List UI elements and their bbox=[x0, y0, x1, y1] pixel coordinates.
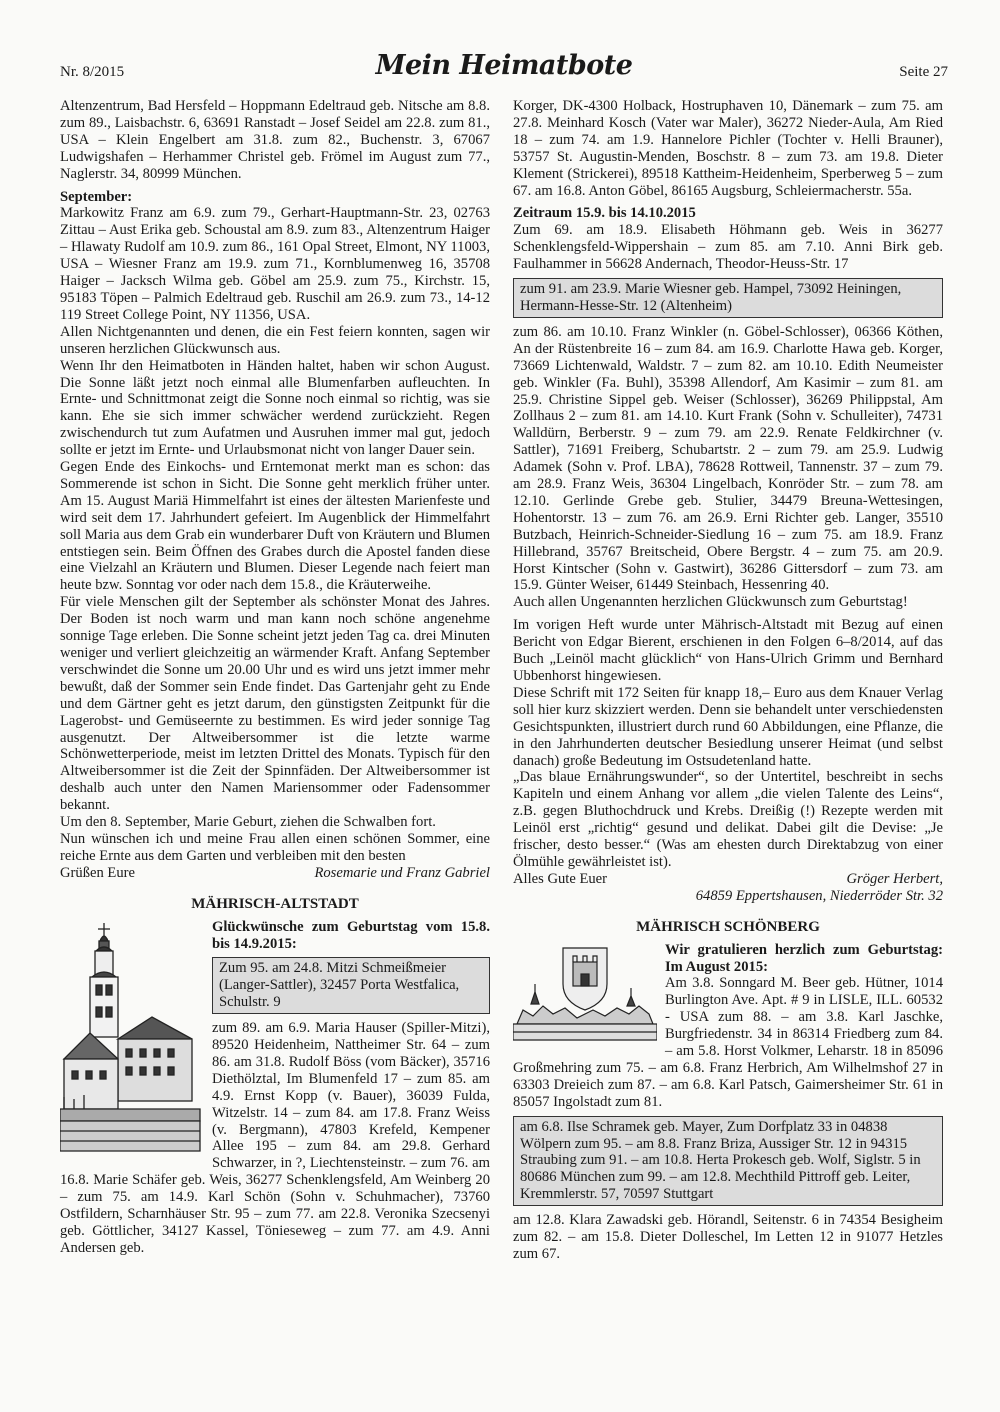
issue-number: Nr. 8/2015 bbox=[60, 64, 125, 80]
signature-name: Gröger Herbert, bbox=[846, 870, 943, 887]
altstadt-intro bbox=[212, 919, 490, 1015]
paragraph: Im vorigen Heft wurde unter Mährisch-Altstadt mit Bezug auf einen Bericht von Edgar Bierent, erschienen in den Folgen 6–8/2014, auf das Buch „Leinöl macht glücklich“ von Hans-Ulrich Grimm und Bernhard Ubbenhorst hingewiesen. bbox=[513, 617, 943, 684]
paragraph: Nun wünschen ich und meine Frau allen einen schönen Sommer, eine reiche Ernte aus dem Garten und verbleiben mit den besten bbox=[60, 830, 490, 864]
signature-address: 64859 Eppertshausen, Niederröder Str. 32 bbox=[695, 887, 943, 904]
page-number: Seite 27 bbox=[899, 64, 948, 80]
masthead-title: Mein Heimatbote bbox=[375, 50, 633, 81]
paragraph: Um den 8. September, Marie Geburt, ziehen die Schwalben fort. bbox=[60, 814, 436, 831]
birthday-list-september: Markowitz Franz am 6.9. zum 79., Gerhart-Hauptmann-Str. 23, 02763 Zittau – Aust Erika geb. Schoustal am 8.9. zum 83., Altenzentrum Haiger – Hlawaty Rudolf am 10.9. zum 86., 161 Opal Street, Elmont, NY 11003, USA – Wiesner Franz am 19.9. zum 71., Kornblumenweg 16, 35708 Haiger – Jacksch Wilma geb. Göbel am 25.9. zum 75., Kirchstr. 15, 95183 Töpen – Palmich Edeltraud geb. Ruschil am 26.9. zum 73., 14-12 119 Street College Point, NY 11356, USA. bbox=[60, 205, 490, 323]
right-column bbox=[513, 98, 943, 1263]
paragraph: Für viele Menschen gilt der September als schönster Monat des Jahres. Der Boden ist noch warm und man kann noch schöne angenehme sonnige Tage erleben. Die Sonne scheint jetzt jeden Tag ca. drei Minuten weniger und verliert gleichzeitig an wärmender Kraft. Anfang September verschwindet die Sonne um 20.00 Uhr und es wird uns jetzt immer mehr bewußt, daß der Sommer sein Ende findet. Das Gartenjahr geht zu Ende und dem Gärtner geht es jetzt darum, den günstigsten Zeitpunkt für die Lagerobst- und Gemüseernte zu bestimmen. Es wird jeder sonnige Tag ausgenutzt. Der Altweibersommer ist die letzte warme Schönwetterperiode, meist im letzten Drittel des Monats. Typisch für den Altweibersommer ist die Zeit der Spinnfäden. Der Altweibersommer ist deshalb auch unter den Namen Mariensommer oder Fadensommer bekannt. bbox=[60, 594, 490, 814]
schoenberg-subheading: Wir gratulieren herzlich zum Geburtstag: Im August 2015: bbox=[665, 941, 943, 975]
birthday-list-august: Altenzentrum, Bad Hersfeld – Hoppmann Edeltraud geb. Nitsche am 8.8. zum 89., Laisbachstr. 6, 63691 Ranstadt – Josef Seidel am 22.8. zum 81., USA – Klein Engelbert am 31.8. zum 82., Buchenstr. 3, 67067 Ludwigshafen – Herhammer Christel geb. Frömel im August zum 77., Naglerstr. 34, 80999 München. bbox=[60, 98, 490, 182]
paragraph: Diese Schrift mit 172 Seiten für knapp 18,– Euro aus dem Knauer Verlag soll hier kurz skizziert werden. Denn sie behandelt unter verschiedensten Gesichtspunkten, illustriert durch rund 60 Abbildungen, eine Pflanze, die in den Jahrhunderten deutscher Besiedlung unserer Heimat (und selbst danach) große Bedeutung im Ostsudetenland hatte. bbox=[513, 684, 943, 769]
paragraph: „Das blaue Ernährungswunder“, so der Untertitel, beschreibt in sechs Kapiteln und einem Anhang vor allem „die vielen Talente des Leins“, z.B. gegen Bluthochdruck und Krebs. Dreißig (!) Rezepte werden mit Leinöl erst „richtig“ gesund und delikat. Dabei gilt die Devise: „Je frischer, desto besser.“ (Was am ehesten durch Direktabzug von einer Ölmühle gewährleistet ist). bbox=[513, 769, 943, 870]
closing-line bbox=[513, 871, 943, 888]
section-heading-schoenberg: MÄHRISCH SCHÖNBERG bbox=[636, 918, 820, 935]
paragraph: Allen Nichtgenannten und denen, die ein Fest feiern konnten, sagen wir unseren herzlichen Glückwunsch aus. bbox=[60, 323, 490, 357]
altstadt-birthday-list: zum 89. am 6.9. Maria Hauser (Spiller-Mitzi), 89520 Heidenheim, Nattheimer Str. 64 – zum 86. am 31.8. Rudolf Böss (vom Bäcker), 35716 Diethölztal, Im Blumenfeld 17 – zum 85. am 4.9. Ernst Kopp (v. Bauer), 36039 Fulda, Witzelstr. 14 – zum 84. am 17.8. Franz Weiss (v. Bergmann), 47803 Krefeld, Kempener Allee 195 – zum 84. am 29.8. Gerhard Schwarzer, in ?, Liechtensteinstr. – zum 76. am 16.8. Marie Schäfer geb. Weis, 36277 Schenklengsfeld, Am Weinberg 20 – zum 75. am 14.9. Karl Schön (Sohn v. Schuhmacher), 73760 Ostfildern, Scharnhäuser Str. 95 – zum 77. am 22.8. Veronika Szecsenyi geb. Göttlicher, 34127 Kassel, Tönieseweg – zum 77. am 4.9. Anni Andersen geb. bbox=[60, 1020, 490, 1256]
altstadt-subheading: Glückwünsche zum Geburtstag vom 15.8. bis 14.9.2015: bbox=[212, 918, 490, 952]
greeting: Alles Gute Euer bbox=[513, 870, 608, 887]
highlight-box: am 6.8. Ilse Schramek geb. Mayer, Zum Dorfplatz 33 in 04838 Wölpern zum 95. – am 8.8. Franz Briza, Aussiger Str. 12 in 94315 Straubing zum 91. – am 10.8. Herta Prokesch geb. Wolf, Siglstr. 5 in 80686 München zum 99. – am 12.8. Mechthild Pittroff geb. Leiter, Kremmlerstr. 57, 70597 Stuttgart bbox=[513, 1116, 943, 1207]
page-header bbox=[60, 50, 948, 90]
town-church-illustration bbox=[60, 921, 204, 1158]
september-heading: September: bbox=[60, 188, 133, 205]
birthday-list-october: zum 86. am 10.10. Franz Winkler (n. Göbel-Schlosser), 06366 Köthen, An der Rüstenbreite 16 – zum 84. am 16.9. Charlotte Hawa geb. Korger, 73669 Lichtenwald, Waldstr. 7 – zum 82. am 10.10. Edith Neumeister geb. Winkler (Fa. Buhl), 35398 Allendorf, Am Kasimir – zum 81. am 25.9. Christine Sippel geb. Weiser (Schlosser), 36269 Philippstal, Am Zollhaus 2 – zum 81. am 14.10. Kurt Frank (Sohn v. Schulleiter), 74731 Walldürn, Berberstr. 9 – zum 79. am 22.9. Renate Feldkirchner (v. Sattler), 71691 Freiberg, Schubartstr. 2 – zum 79. am 25.9. Ludwig Adamek (Sohn v. Prof. LBA), 78628 Rottweil, Tannenstr. 37 – zum 79. am 28.9. Franz Weis, 36304 Lingelbach, Konröder Str. – zum 78. am 12.10. Gerlinde Grebe geb. Stulier, 34479 Breuna-Wettesingen, Hohentorstr. 13 – zum 76. am 26.9. Erni Richter geb. Langer, 35510 Butzbach, Heinrich-Schneider-Siedlung 16 – zum 75. am 18.9. Franz Hillebrand, 35767 Breitscheid, Obere Bergstr. 4 – zum 75. am 20.9. Horst Kintscher (Sohn v. Gastwirt), 36286 Gittersdorf – zum 73. am 15.9. Günter Weiser, 61449 Steinbach, Hessenring 40. bbox=[513, 323, 943, 594]
section-heading-altstadt: MÄHRISCH-ALTSTADT bbox=[191, 895, 359, 912]
closing-line bbox=[60, 865, 490, 882]
signature: Rosemarie und Franz Gabriel bbox=[314, 864, 490, 881]
schoenberg-birthday-list: Am 3.8. Sonngard M. Beer geb. Hütner, 1014 Burlington Ave. Apt. # 9 in LISLE, ILL. 60532 - USA zum 88. – am 3.8. Karl Jaschke, Burgfriedenstr. 34 in 86314 Friedberg zum 84. – am 5.8. Horst Volkmer, Leharstr. 18 in 85096 Großmehring zum 75. – am 6.8. Franz Herbrich, Am Wilhelmshof 27 in 63303 Dreieich zum 87. – am 6.8. Karl Patsch, Gaimersheimer Str. 61 in 85057 Ingolstadt zum 81. bbox=[513, 975, 943, 1110]
zeitraum-heading: Zeitraum 15.9. bis 14.10.2015 bbox=[513, 205, 696, 222]
paragraph: Gegen Ende des Einkochs- und Erntemonat merkt man es schon: das Sommerende ist schon in Sicht. Die Sonne geht merklich früher unter. Am 15. August Mariä Himmelfahrt ist eines der ältesten Marienfeste und wird seit dem 17. Jahrhundert gefeiert. Im Augenblick der Himmelfahrt soll Maria aus dem Grab ein wunderbarer Duft von Kräutern und Blumen entstiegen sein. Beim Öffnen des Grabes durch die Apostel fanden diese eine Vielzahl an Kräutern und Blumen. Dieser Legende nach feiert man heute bzw. Sonntag vor oder nach dem 15.8., die Kräuterweihe. bbox=[60, 459, 490, 594]
paragraph: Wenn Ihr den Heimatboten in Händen haltet, haben wir schon August. Die Sonne läßt jetzt noch einmal alle Blumenfarben aufleuchten. In Ernte- und Schnittmonat zeigt die Sonne noch einmal so richtig, was sie kann. Ehe sie sich immer schwächer werdend zurückzieht. Regen zwischendurch tut zum Aufatmen und Ausruhen immer mal gut, jedoch sollte er jetzt im Ernte- und Urlaubsmonat nicht von langer Dauer sein. bbox=[60, 357, 490, 459]
birthday-list-continued: Korger, DK-4300 Holback, Hostruphaven 10, Dänemark – zum 75. am 27.8. Meinhard Kosch (Vater war Maler), 36272 Nieder-Aula, Am Ried 18 – zum 74. am 1.9. Hannelore Pichler (Tochter v. Helli Brauner), 53757 St. Augustin-Menden, Boschstr. 8 – zum 73. am 19.8. Dieter Klement (Strickerei), 89518 Kattheim-Heidenheim, Sperberweg 5 – zum 67. am 16.8. Anton Göbel, 86165 Augsburg, Schleiermacherstr. 55a. bbox=[513, 98, 943, 199]
paragraph: Auch allen Ungenannten herzlichen Glückwunsch zum Geburtstag! bbox=[513, 594, 908, 611]
highlight-box: zum 91. am 23.9. Marie Wiesner geb. Hampel, 73092 Heiningen, Hermann-Hesse-Str. 12 (Altenheim) bbox=[513, 278, 943, 318]
birthday-list-zeitraum: Zum 69. am 18.9. Elisabeth Höhmann geb. Weis in 36277 Schenklengsfeld-Wippershain – zum 85. am 7.10. Anni Birk geb. Faulhammer in 56628 Andernach, Theodor-Heuss-Str. 17 bbox=[513, 222, 943, 273]
schoenberg-birthday-list-2: am 12.8. Klara Zawadski geb. Hörandl, Seitenstr. 6 in 74354 Besigheim zum 82. – am 15.8. Dieter Dolleschel, Im Letten 12 in 91077 Hetzles zum 67. bbox=[513, 1212, 943, 1262]
highlight-box: Zum 95. am 24.8. Mitzi Schmeißmeier (Langer-Sattler), 32457 Porta Westfalica, Schulstr. 9 bbox=[212, 957, 490, 1014]
left-column bbox=[60, 98, 490, 1257]
town-coat-of-arms-illustration bbox=[513, 944, 657, 1049]
greeting: Grüßen Eure bbox=[60, 864, 135, 881]
